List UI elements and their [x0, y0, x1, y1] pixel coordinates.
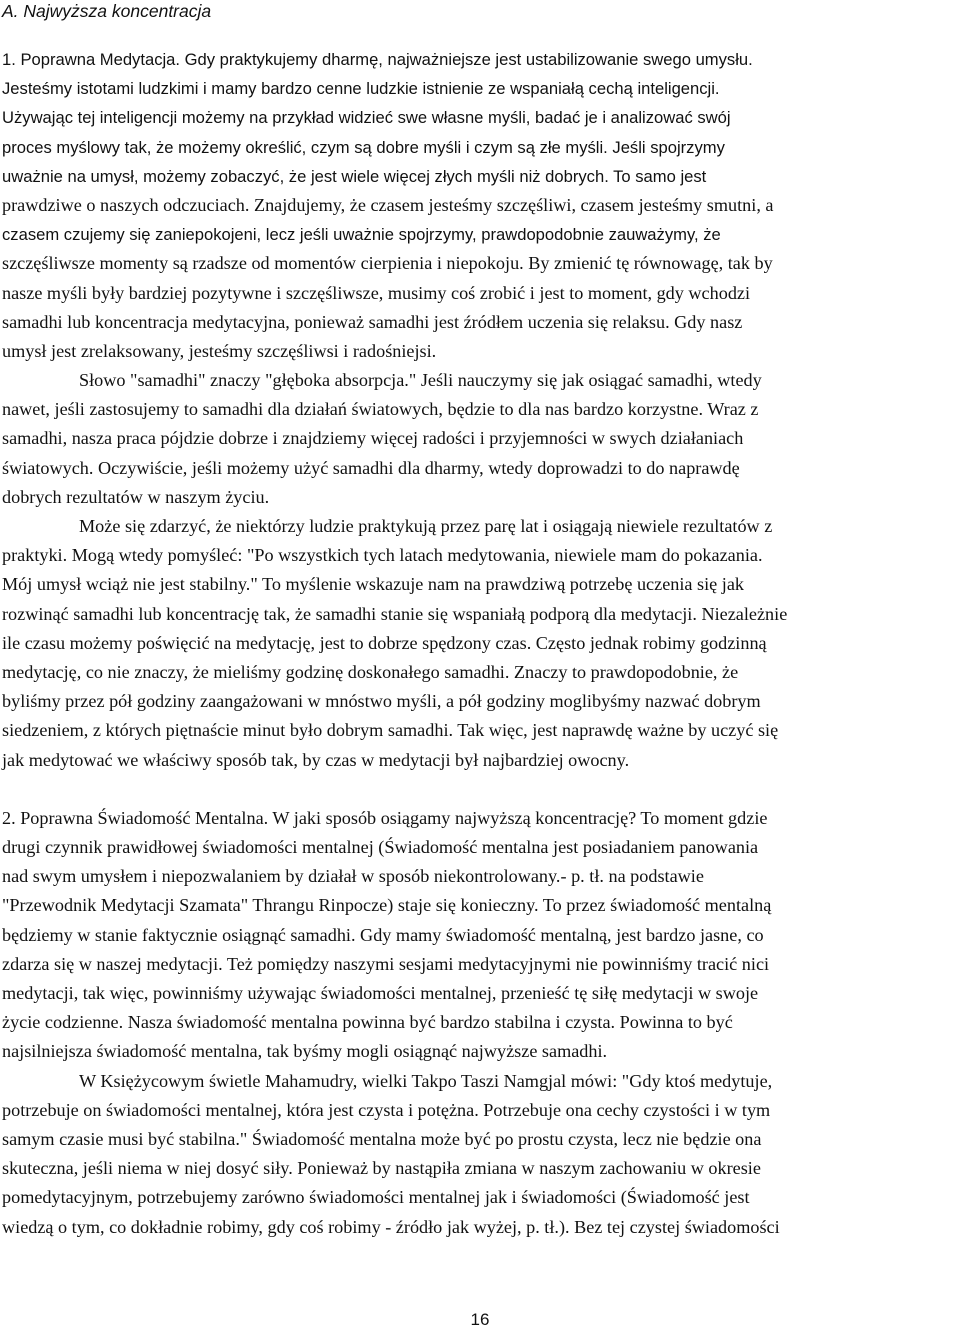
text-line: byliśmy przez pół godziny zaangażowani w mnóstwo myśli, a pół godziny moglibyśmy nazwać dobrym	[2, 691, 761, 712]
text-line: nad swym umysłem i niepozwalaniem by działał w sposób niekontrolowany.- p. tł. na podstawie	[2, 866, 704, 887]
text-line: Używając tej inteligencji możemy na przykład widzieć swe własne myśli, badać je i analizować swój	[2, 108, 731, 128]
text-line: 2. Poprawna Świadomość Mentalna. W jaki sposób osiągamy najwyższą koncentrację? To moment gdzie	[2, 807, 768, 828]
text-line: 1. Poprawna Medytacja. Gdy praktykujemy dharmę, najważniejsze jest ustabilizowanie swego umysłu.	[2, 50, 753, 69]
text-line: skuteczna, jeśli niema w niej dosyć siły. Ponieważ by nastąpiła zmiana w naszym zachowaniu w okresie	[2, 1158, 761, 1179]
text-line: czasem czujemy się zaniepokojeni, lecz jeśli uważnie spojrzymy, prawdopodobnie zauważymy, że	[2, 225, 721, 245]
text-line: samym czasie musi być stabilna." Świadomość mentalna może być po prostu czysta, lecz nie będzie ona	[2, 1128, 762, 1149]
text-line: życie codzienne. Nasza świadomość mentalna powinna być bardzo stabilna i czysta. Powinna to być	[2, 1012, 733, 1033]
text-line: proces myślowy tak, że możemy określić, czym są dobre myśli i czym są złe myśli. Jeśli spojrzymy	[2, 137, 725, 157]
text-line: wiedzą o tym, co dokładnie robimy, gdy coś robimy - źródło jak wyżej, p. tł.). Bez tej czystej świadomości	[2, 1216, 780, 1237]
text-line: siedzeniem, z których piętnaście minut było dobrym samadhi. Tak więc, jest naprawdę ważne by uczyć się	[2, 720, 779, 741]
text-line: ile czasu możemy poświęcić na medytację, jest to dobrze spędzony czas. Często jednak robimy godzinną	[2, 632, 767, 653]
text-line: uważnie na umysł, możemy zobaczyć, że jest wiele więcej złych myśli niż dobrych. To samo jest	[2, 166, 707, 186]
text-line: W Księżycowym świetle Mahamudry, wielki Takpo Taszi Namgjal mówi: "Gdy ktoś medytuje,	[79, 1070, 773, 1091]
text-line: światowych. Oczywiście, jeśli możemy użyć samadhi dla dharmy, wtedy doprowadzi to do naprawdę	[2, 457, 740, 478]
body-text	[2, 45, 957, 1242]
text-line: medytacji, tak więc, powinniśmy używając świadomości mentalnej, przenieść tę siłę medytacji w swoje	[2, 983, 759, 1003]
text-line: samadhi lub koncentracja medytacyjna, ponieważ samadhi jest źródłem uczenia się relaksu. Gdy nasz	[2, 311, 743, 332]
text-line: będziemy w stanie faktycznie osiągnąć samadhi. Gdy mamy świadomość mentalną, jest bardzo jasne, co	[2, 924, 764, 945]
text-line: nasze myśli były bardziej pozytywne i szczęśliwsze, musimy coś zrobić i jest to moment, gdy wchodzi	[2, 282, 751, 303]
section-heading: A. Najwyższa koncentracja	[2, 1, 212, 21]
text-line: praktyki. Mogą wtedy pomyśleć: "Po wszystkich tych latach medytowania, niewiele mam do pokazania.	[2, 545, 763, 566]
text-line: medytację, co nie znaczy, że mieliśmy godzinę doskonałego samadhi. Znaczy to prawdopodobnie, że	[2, 661, 739, 682]
text-line: szczęśliwsze momenty są rzadsze od momentów cierpienia i niepokoju. By zmienić tę równowagę, tak by	[2, 253, 773, 274]
text-line: umysł jest zrelaksowany, jesteśmy szczęśliwsi i radośniejsi.	[2, 340, 437, 361]
text-line: nawet, jeśli zastosujemy to samadhi dla działań światowych, będzie to dla nas bardzo korzystne. Wraz z	[2, 399, 759, 420]
text-line: Słowo "samadhi" znaczy "głęboka absorpcja." Jeśli nauczymy się jak osiągać samadhi, wtedy	[79, 370, 762, 391]
text-line: drugi czynnik prawidłowej świadomości mentalnej (Świadomość mentalna jest posiadaniem panowania	[2, 837, 759, 858]
text-line: dobrych rezultatów w naszym życiu.	[2, 486, 270, 507]
text-line: "Przewodnik Medytacji Szamata" Thrangu Rinpocze) staje się konieczny. To przez świadomość mentalną	[2, 895, 772, 916]
text-line: potrzebuje on świadomości mentalnej, która jest czysta i potężna. Potrzebuje ona cechy czystości i w tym	[2, 1099, 771, 1120]
text-line: zdarza się w naszej medytacji. Też pomiędzy naszymi sesjami medytacyjnymi nie powinniśmy tracić nici	[2, 953, 770, 974]
text-line: samadhi, nasza praca pójdzie dobrze i znajdziemy więcej radości i przyjemności w swych działaniach	[2, 428, 744, 449]
text-line: jak medytować we właściwy sposób tak, by czas w medytacji był najbardziej owocny.	[2, 749, 630, 770]
text-line: najsilniejsza świadomość mentalna, tak byśmy mogli osiągnąć najwyższe samadhi.	[2, 1041, 608, 1062]
text-line: rozwinąć samadhi lub koncentrację tak, że samadhi stanie się wspaniałą podporą dla medytacji. Niezależnie	[2, 603, 788, 624]
paragraph-gap	[2, 775, 957, 804]
text-line: prawdziwe o naszych odczuciach. Znajdujemy, że czasem jesteśmy szczęśliwi, czasem jesteśmy smutni, a	[2, 194, 774, 215]
text-line: Może się zdarzyć, że niektórzy ludzie praktykują przez parę lat i osiągają niewiele rezultatów z	[79, 516, 773, 536]
text-line: pomedytacyjnym, potrzebujemy zarówno świadomości mentalnej jak i świadomości (Świadomość jest	[2, 1187, 750, 1208]
text-line: Jesteśmy istotami ludzkimi i mamy bardzo cenne ludzkie istnienie ze wspaniałą cechą inteligencji.	[2, 79, 720, 99]
page-number: 16	[470, 1310, 490, 1329]
text-line: Mój umysł wciąż nie jest stabilny." To myślenie wskazuje nam na prawdziwą potrzebę uczenia się jak	[2, 574, 745, 595]
